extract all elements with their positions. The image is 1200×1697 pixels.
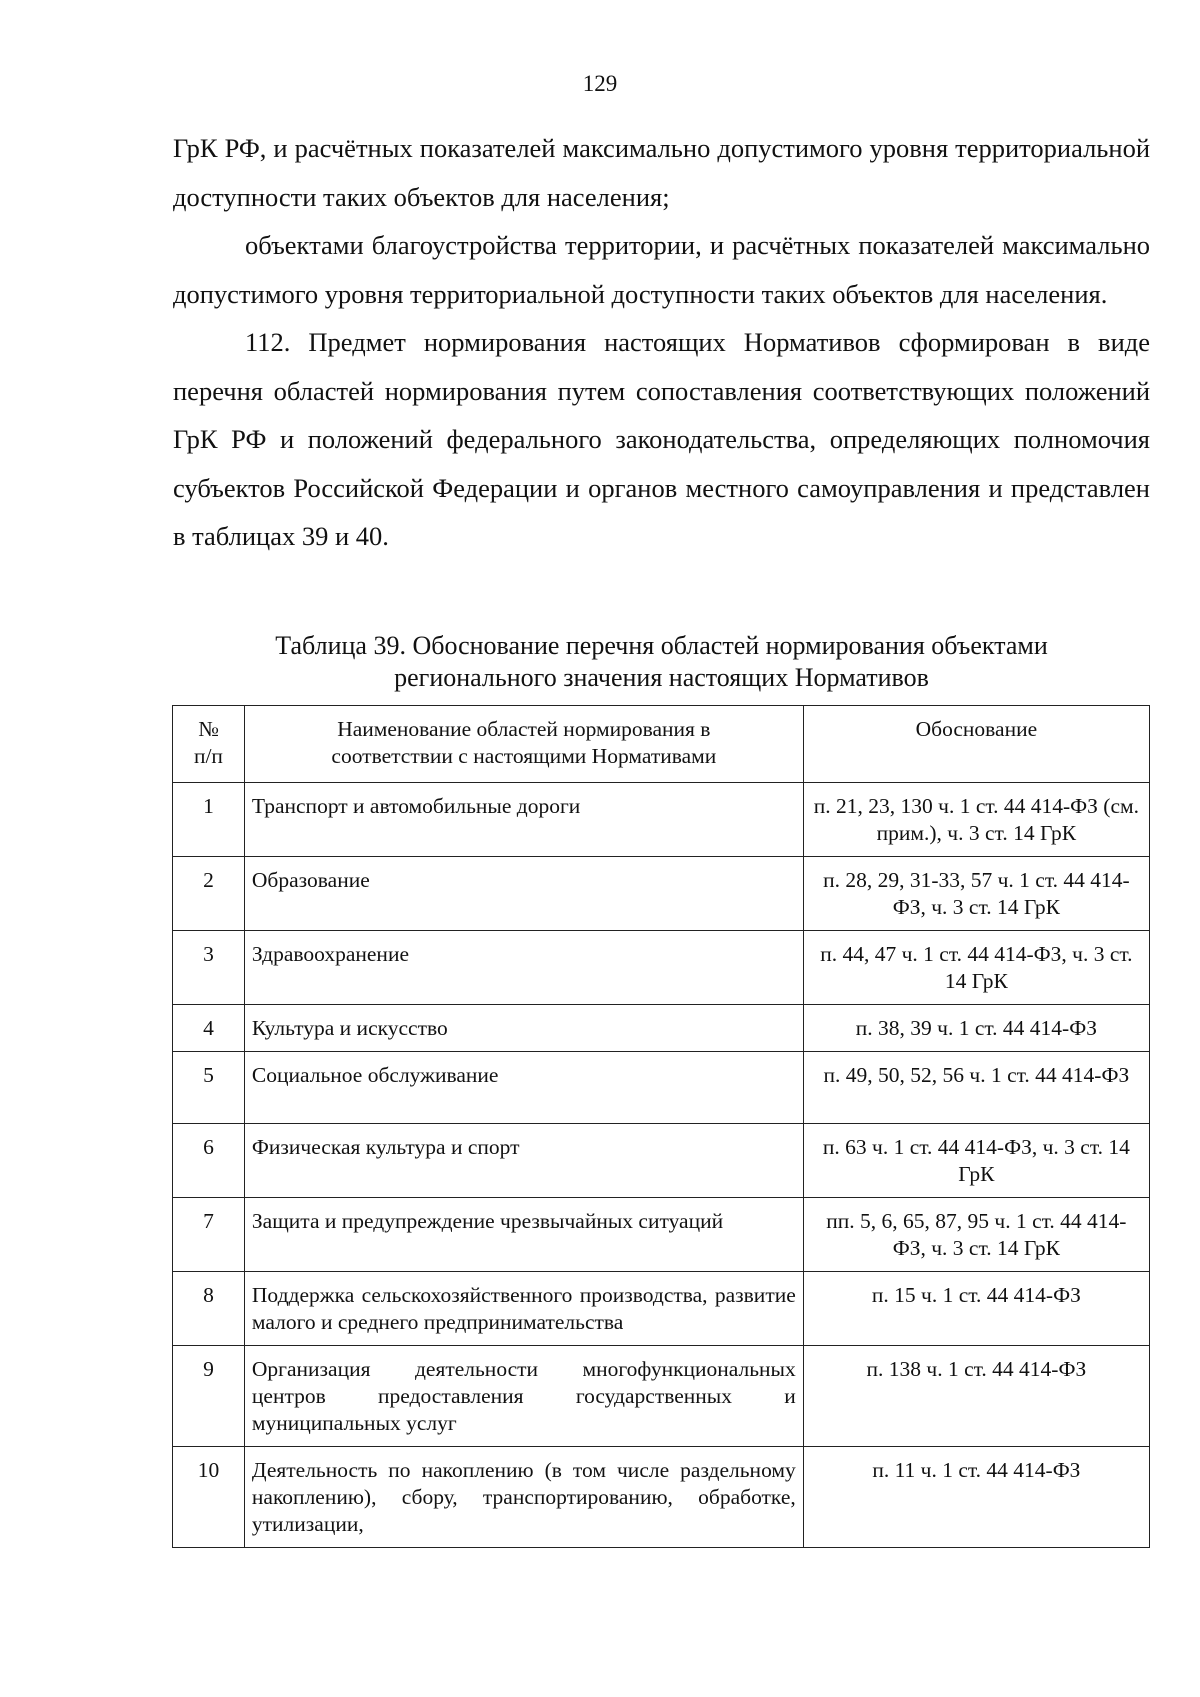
- header-basis: Обоснование: [803, 706, 1149, 783]
- row-area-name: Образование: [244, 857, 803, 931]
- row-number: 1: [173, 783, 245, 857]
- paragraph-continuation: ГрК РФ, и расчётных показателей максимально допустимого уровня территориальной доступности таких объектов для населения;: [173, 133, 1150, 212]
- page-number: 129: [582, 71, 618, 96]
- table-row: [173, 857, 1150, 931]
- row-basis: п. 11 ч. 1 ст. 44 414-ФЗ: [803, 1447, 1149, 1548]
- row-basis: п. 38, 39 ч. 1 ст. 44 414-ФЗ: [803, 1005, 1149, 1052]
- table-header-row: [173, 706, 1150, 783]
- table-row: [173, 1447, 1150, 1548]
- row-area-name: Организация деятельности многофункциональных центров предоставления государственных и муниципальных услуг: [244, 1346, 803, 1447]
- table-caption: [173, 630, 1150, 694]
- row-area-name: Здравоохранение: [244, 931, 803, 1005]
- table-row: [173, 1005, 1150, 1052]
- row-number: 5: [173, 1052, 245, 1124]
- row-number: 4: [173, 1005, 245, 1052]
- row-area-name: Транспорт и автомобильные дороги: [244, 783, 803, 857]
- paragraph-landscaping: объектами благоустройства территории, и расчётных показателей максимально допустимого уровня территориальной доступности таких объектов для населения.: [173, 230, 1150, 309]
- normative-areas-table: [172, 705, 1150, 1548]
- table-caption-line-2: регионального значения настоящих Нормативов: [394, 663, 929, 692]
- row-basis: п. 28, 29, 31-33, 57 ч. 1 ст. 44 414-ФЗ, ч. 3 ст. 14 ГрК: [803, 857, 1149, 931]
- row-number: 2: [173, 857, 245, 931]
- row-number: 3: [173, 931, 245, 1005]
- row-basis: п. 21, 23, 130 ч. 1 ст. 44 414-ФЗ (см. прим.), ч. 3 ст. 14 ГрК: [803, 783, 1149, 857]
- row-basis: п. 15 ч. 1 ст. 44 414-ФЗ: [803, 1272, 1149, 1346]
- table-row: [173, 1272, 1150, 1346]
- table-row: [173, 1346, 1150, 1447]
- body-text: [173, 124, 1150, 561]
- row-number: 7: [173, 1198, 245, 1272]
- row-basis: п. 44, 47 ч. 1 ст. 44 414-ФЗ, ч. 3 ст. 14 ГрК: [803, 931, 1149, 1005]
- row-number: 9: [173, 1346, 245, 1447]
- header-number: № п/п: [173, 706, 245, 783]
- row-basis: п. 63 ч. 1 ст. 44 414-ФЗ, ч. 3 ст. 14 ГрК: [803, 1124, 1149, 1198]
- table-row: [173, 1198, 1150, 1272]
- row-area-name: Социальное обслуживание: [244, 1052, 803, 1124]
- header-area-name: Наименование областей нормирования в соответствии с настоящими Нормативами: [244, 706, 803, 783]
- paragraph-112: 112. Предмет нормирования настоящих Нормативов сформирован в виде перечня областей нормирования путем сопоставления соответствующих положений ГрК РФ и положений федерального законодательства, определяющих полномочия субъектов Российской Федерации и органов местного самоуправления и представлен в таблицах 39 и 40.: [173, 327, 1150, 551]
- table-row: [173, 1052, 1150, 1124]
- table-caption-line-1: Таблица 39. Обоснование перечня областей нормирования объектами: [275, 631, 1048, 660]
- row-area-name: Защита и предупреждение чрезвычайных ситуаций: [244, 1198, 803, 1272]
- row-number: 8: [173, 1272, 245, 1346]
- row-area-name: Поддержка сельскохозяйственного производства, развитие малого и среднего предпринимательства: [244, 1272, 803, 1346]
- row-basis: п. 49, 50, 52, 56 ч. 1 ст. 44 414-ФЗ: [803, 1052, 1149, 1124]
- row-number: 10: [173, 1447, 245, 1548]
- table-row: [173, 783, 1150, 857]
- row-basis: пп. 5, 6, 65, 87, 95 ч. 1 ст. 44 414-ФЗ, ч. 3 ст. 14 ГрК: [803, 1198, 1149, 1272]
- row-area-name: Деятельность по накоплению (в том числе раздельному накоплению), сбору, транспортированию, обработке, утилизации,: [244, 1447, 803, 1548]
- table-row: [173, 1124, 1150, 1198]
- row-area-name: Физическая культура и спорт: [244, 1124, 803, 1198]
- table-row: [173, 931, 1150, 1005]
- row-basis: п. 138 ч. 1 ст. 44 414-ФЗ: [803, 1346, 1149, 1447]
- row-number: 6: [173, 1124, 245, 1198]
- row-area-name: Культура и искусство: [244, 1005, 803, 1052]
